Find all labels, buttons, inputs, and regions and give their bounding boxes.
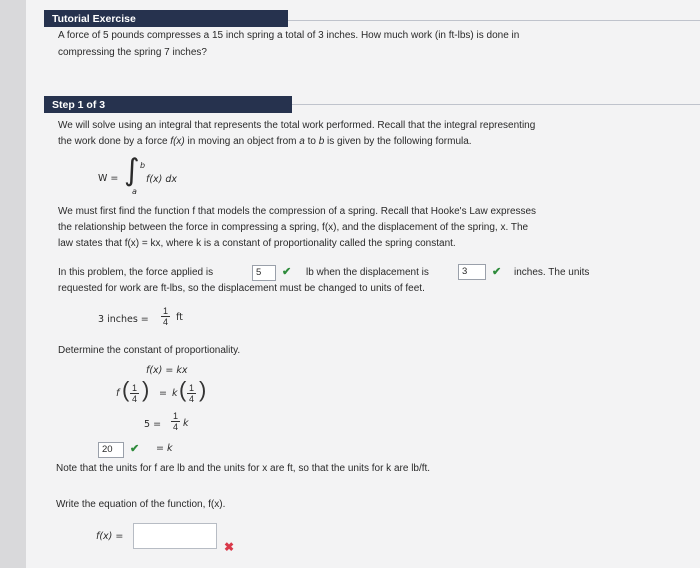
check-icon: ✔: [282, 266, 292, 278]
tutorial-header: Tutorial Exercise: [44, 10, 288, 27]
hooke-line2: the relationship between the force in compressing a spring, f(x), and the displacement of the spring, x. The: [58, 222, 529, 233]
intro-line1: We will solve using an integral that represents the total work performed. Recall that the integral representing: [58, 120, 536, 131]
formula-integrand: f(x) dx: [146, 174, 178, 185]
eq3-k: k: [183, 418, 189, 429]
formula-upper-limit: b: [140, 161, 146, 170]
conversion-unit: ft: [176, 312, 183, 323]
eq2-lparen: (: [122, 377, 130, 402]
force-text-a: In this problem, the force applied is: [58, 267, 214, 278]
answer-label: f(x) =: [96, 531, 124, 542]
eq2-lparen-right: (: [179, 377, 187, 402]
k-value-box[interactable]: 20: [98, 442, 124, 458]
check-icon: ✔: [492, 266, 502, 278]
write-equation-text: Write the equation of the function, f(x).: [56, 499, 226, 510]
check-icon: ✔: [130, 443, 140, 455]
problem-text-line1: A force of 5 pounds compresses a 15 inch spring a total of 3 inches. How much work (in ft-lbs) is done in: [58, 30, 520, 41]
integral-sign: ∫: [124, 153, 140, 188]
displacement-value-box[interactable]: 3: [458, 264, 486, 280]
force-text-line2: requested for work are ft-lbs, so the displacement must be changed to units of feet.: [58, 283, 425, 294]
tutorial-panel: [26, 0, 700, 568]
eq2-rparen: ): [142, 377, 150, 402]
eq2-equals: =: [159, 388, 167, 399]
problem-text-line2: compressing the spring 7 inches?: [58, 47, 207, 58]
eq2-fraction-right: $\frac{1}{4}$: [189, 383, 195, 404]
intro-line2: the work done by a force f(x) in moving an object from a to b is given by the following formula.: [58, 136, 472, 147]
hooke-line3: law states that f(x) = kx, where k is a constant of proportionality called the spring constant.: [58, 238, 456, 249]
eq3-lhs: 5 =: [144, 419, 162, 430]
eq-hookes-law: f(x) = kx: [146, 365, 188, 376]
step-label: Step 1 of 3: [44, 96, 292, 113]
eq4-rhs: = k: [156, 443, 173, 454]
note-text: Note that the units for f are lb and the units for x are ft, so that the units for k are lb/ft.: [56, 463, 431, 474]
step-divider: [292, 104, 700, 105]
conversion-lhs: 3 inches =: [98, 314, 149, 325]
cross-icon: ✖: [224, 540, 235, 554]
conversion-fraction: $\frac{1}{4}$: [163, 306, 169, 327]
eq3-fraction: $\frac{1}{4}$: [173, 411, 179, 432]
determine-text: Determine the constant of proportionality.: [58, 345, 241, 356]
eq2-k: k: [172, 388, 178, 399]
force-text-c: inches. The units: [514, 267, 590, 278]
eq2-fraction-left: $\frac{1}{4}$: [132, 383, 138, 404]
hooke-line1: We must first find the function f that models the compression of a spring. Recall that Hooke's Law expresses: [58, 206, 537, 217]
header-divider: [288, 20, 700, 21]
answer-input[interactable]: [133, 523, 217, 549]
eq2-rparen-right: ): [199, 377, 207, 402]
force-value-box[interactable]: 5: [252, 265, 276, 281]
force-text-b: lb when the displacement is: [306, 267, 429, 278]
formula-lower-limit: a: [132, 187, 137, 196]
eq2-f: f: [116, 388, 120, 399]
formula-lhs: W =: [98, 173, 119, 184]
